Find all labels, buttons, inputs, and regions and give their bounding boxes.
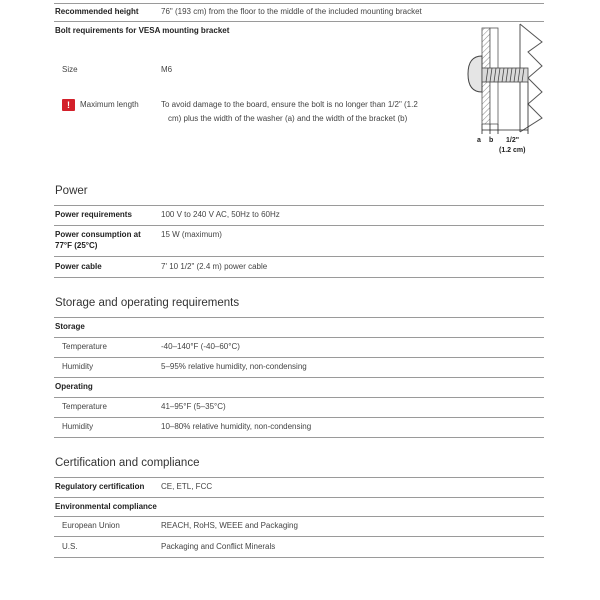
- divider: [54, 557, 544, 558]
- divider: [54, 317, 544, 318]
- storage-section-title: Storage and operating requirements: [55, 297, 240, 309]
- environmental-compliance-heading: Environmental compliance: [55, 502, 157, 511]
- label-b: b: [489, 137, 494, 144]
- regulatory-certification-label: Regulatory certification: [55, 482, 145, 491]
- divider: [54, 397, 544, 398]
- power-cable-label: Power cable: [55, 262, 102, 271]
- power-consumption-label-line2: 77°F (25°C): [55, 241, 98, 250]
- divider: [54, 337, 544, 338]
- certification-section-title: Certification and compliance: [55, 457, 200, 469]
- divider: [54, 205, 544, 206]
- storage-humidity-value: 5–95% relative humidity, non-condensing: [161, 362, 307, 371]
- recommended-height-value: 76" (193 cm) from the floor to the middle of the included mounting bracket: [161, 7, 422, 16]
- operating-heading: Operating: [55, 382, 93, 391]
- storage-temperature-label: Temperature: [62, 342, 107, 351]
- label-cm: (1.2 cm): [499, 147, 526, 154]
- bolt-requirements-heading: Bolt requirements for VESA mounting bracket: [55, 26, 230, 35]
- divider: [54, 437, 544, 438]
- label-a: a: [477, 137, 481, 144]
- divider: [54, 277, 544, 278]
- size-value: M6: [161, 65, 173, 74]
- storage-temperature-value: -40–140°F (-40–60°C): [161, 342, 240, 351]
- us-label: U.S.: [62, 542, 78, 551]
- warning-icon: !: [62, 99, 75, 111]
- divider: [54, 497, 544, 498]
- operating-humidity-label: Humidity: [62, 422, 94, 431]
- power-requirements-label: Power requirements: [55, 210, 132, 219]
- maximum-length-value-line2: cm) plus the width of the washer (a) and the width of the bracket (b): [168, 114, 408, 123]
- bolt-diagram: [462, 22, 544, 162]
- european-union-value: REACH, RoHS, WEEE and Packaging: [161, 521, 298, 530]
- divider: [54, 357, 544, 358]
- power-cable-value: 7' 10 1/2" (2.4 m) power cable: [161, 262, 268, 271]
- us-value: Packaging and Conflict Minerals: [161, 542, 276, 551]
- power-requirements-value: 100 V to 240 V AC, 50Hz to 60Hz: [161, 210, 280, 219]
- recommended-height-label: Recommended height: [55, 7, 139, 16]
- operating-humidity-value: 10–80% relative humidity, non-condensing: [161, 422, 312, 431]
- label-half-inch: 1/2": [506, 137, 520, 144]
- european-union-label: European Union: [62, 521, 120, 530]
- divider: [54, 225, 544, 226]
- divider: [54, 477, 544, 478]
- divider: [54, 536, 544, 537]
- power-consumption-label-line1: Power consumption at: [55, 230, 141, 239]
- divider: [54, 417, 544, 418]
- storage-humidity-label: Humidity: [62, 362, 94, 371]
- divider: [54, 256, 544, 257]
- power-consumption-value: 15 W (maximum): [161, 230, 222, 239]
- divider: [54, 3, 544, 4]
- regulatory-certification-value: CE, ETL, FCC: [161, 482, 213, 491]
- size-label: Size: [62, 65, 78, 74]
- maximum-length-value-line1: To avoid damage to the board, ensure the bolt is no longer than 1/2" (1.2: [161, 100, 418, 109]
- maximum-length-label: Maximum length: [80, 100, 139, 109]
- power-section-title: Power: [55, 185, 88, 197]
- divider: [54, 377, 544, 378]
- divider: [54, 516, 544, 517]
- operating-temperature-value: 41–95°F (5–35°C): [161, 402, 226, 411]
- operating-temperature-label: Temperature: [62, 402, 107, 411]
- storage-heading: Storage: [55, 322, 85, 331]
